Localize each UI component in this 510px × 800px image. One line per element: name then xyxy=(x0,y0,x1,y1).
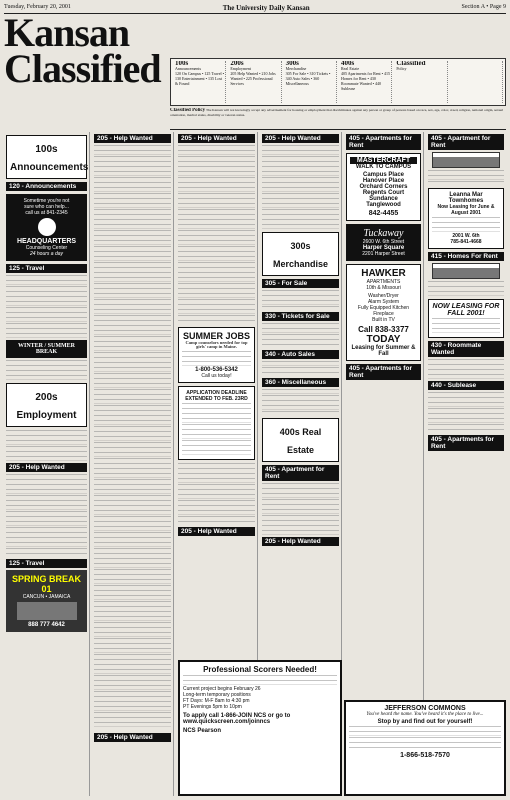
spring-break-ad: SPRING BREAK 01 CANCUN • JAMAICA 888 777 4642 xyxy=(6,570,87,632)
section-405: 405 - Apartment for Rent xyxy=(428,134,504,150)
policy-text: The Kansan will not knowingly accept any advertisement for housing or employment that discriminates against any person or group of persons based on race, sex, age, color, creed, religion, national origin, sexual orientation, marital status, disability or veteran status. xyxy=(170,108,504,118)
index-cell: 300s Merchandise 305 For Sale • 310 Tickets • 340 Auto Sales • 360 Miscellaneous xyxy=(284,61,337,103)
section-205b: 205 - Help Wanted xyxy=(262,537,339,546)
section-205: 205 - Help Wanted xyxy=(94,134,171,143)
policy-title: Classified Policy xyxy=(170,108,206,113)
classified-index xyxy=(170,58,506,106)
ncs-pearson-ad: Professional Scorers Needed! Current project begins February 26 Long-term temporary positions FT Days: M-F 8am to 4:30 pm PT Evenings 5pm to 10pm To apply call 1-866-JOIN NCS or go to www.quickscreen.com/joinncs NCS Pearson xyxy=(178,660,342,796)
ncs-title: Professional Scorers Needed! xyxy=(203,665,317,674)
sun-logo-icon xyxy=(38,218,56,236)
index-cell xyxy=(450,61,503,103)
now-leasing-ad: NOW LEASING FOR FALL 2001! xyxy=(428,299,504,338)
masthead-line2: Classified xyxy=(4,46,161,91)
winter-break-ad: WINTER / SUMMER BREAK xyxy=(6,340,87,358)
section-305: 305 - For Sale xyxy=(262,279,339,288)
section-430: 430 - Roommate Wanted xyxy=(428,341,504,357)
summer-jobs-ad: SUMMER JOBS Camp counselors needed for top girls' camp in Maine. 1-800-536-5342 Call us today! xyxy=(178,327,255,382)
column-1 xyxy=(4,132,90,796)
real-estate-box: 400s Real Estate xyxy=(262,418,339,462)
column-6 xyxy=(426,132,506,796)
column-2 xyxy=(92,132,174,796)
leanna-mar-ad: Leanna Mar Townhomes Now Leasing for June & August 2001 2001 W. 6th 785-841-4668 xyxy=(428,188,504,249)
section-340: 340 - Auto Sales xyxy=(262,350,339,359)
headquarters-ad: Sometime you're not sure who can help... call us at 841-2345 HEADQUARTERS Counseling Center 24 hours a day xyxy=(6,194,87,261)
house-image xyxy=(432,263,500,279)
section-205: 205 - Help Wanted xyxy=(178,134,255,143)
announcements-box: 100s Announcements xyxy=(6,135,87,179)
section-125b: 125 - Travel xyxy=(6,559,87,568)
section-125: 125 - Travel xyxy=(6,264,87,273)
tuckaway-ad: Tuckaway 2600 W. 6th Street Harper Square 2201 Harper Street xyxy=(346,224,421,261)
section-405: 405 - Apartment for Rent xyxy=(262,465,339,481)
masthead xyxy=(4,10,164,125)
index-cell: 200s Employment 205 Help Wanted • 210 Jobs Wanted • 225 Professional Services xyxy=(228,61,281,103)
section-360: 360 - Miscellaneous xyxy=(262,378,339,387)
section-405b: 405 - Apartments for Rent xyxy=(428,435,504,451)
classified-policy xyxy=(170,108,506,130)
column-5 xyxy=(344,132,424,796)
help-wanted-listings xyxy=(94,145,171,727)
section-440: 440 - Sublease xyxy=(428,381,504,390)
application-deadline-ad: APPLICATION DEADLINE EXTENDED TO FEB. 23RD xyxy=(178,386,255,460)
section-205b: 205 - Help Wanted xyxy=(178,527,255,536)
section-310: 330 - Tickets for Sale xyxy=(262,312,339,321)
header-section: Section A • Page 9 xyxy=(461,4,506,10)
section-405: 405 - Apartments for Rent xyxy=(346,134,421,150)
mastercraft-ad: MASTERCRAFT WALK TO CAMPUS Campus Place Hanover Place Orchard Corners Regents Court Sundance Tanglewood 842-4455 xyxy=(346,153,421,221)
section-205b: 205 - Help Wanted xyxy=(94,733,171,742)
merchandise-box: 300s Merchandise xyxy=(262,232,339,276)
index-cell: Classified Policy xyxy=(394,61,447,103)
jefferson-commons-ad: JEFFERSON COMMONS You've heard the name. You've heard it's the place to live... Stop by and find out for yourself! 1-866-518-7570 xyxy=(344,700,506,796)
hawker-ad: HAWKER APARTMENTS 10th & Missouri Washer/Dryer Alarm System Fully Equipped Kitchen Fireplace Built in TV Call 838-3377 TODAY Leasing for Summer & Fall xyxy=(346,264,421,361)
masthead-line1: Kansan xyxy=(4,10,130,55)
index-cell: 100s Announcements 120 On Campus • 125 Travel • 130 Entertainment • 135 Lost & Found xyxy=(173,61,226,103)
header-date: Tuesday, February 20, 2001 xyxy=(4,4,71,10)
house-image xyxy=(432,152,500,168)
employment-box: 200s Employment xyxy=(6,383,87,427)
section-415: 415 - Homes For Rent xyxy=(428,252,504,261)
index-cell: 400s Real Estate 405 Apartments for Rent • 415 Homes for Rent • 430 Roommate Wanted • 440 Sublease xyxy=(339,61,392,103)
section-205: 205 - Help Wanted xyxy=(262,134,339,143)
section-405b: 405 - Apartments for Rent xyxy=(346,364,421,380)
header-paper-name: The University Daily Kansan xyxy=(222,4,310,12)
section-205: 205 - Help Wanted xyxy=(6,463,87,472)
section-120: 120 - Announcements xyxy=(6,182,87,191)
